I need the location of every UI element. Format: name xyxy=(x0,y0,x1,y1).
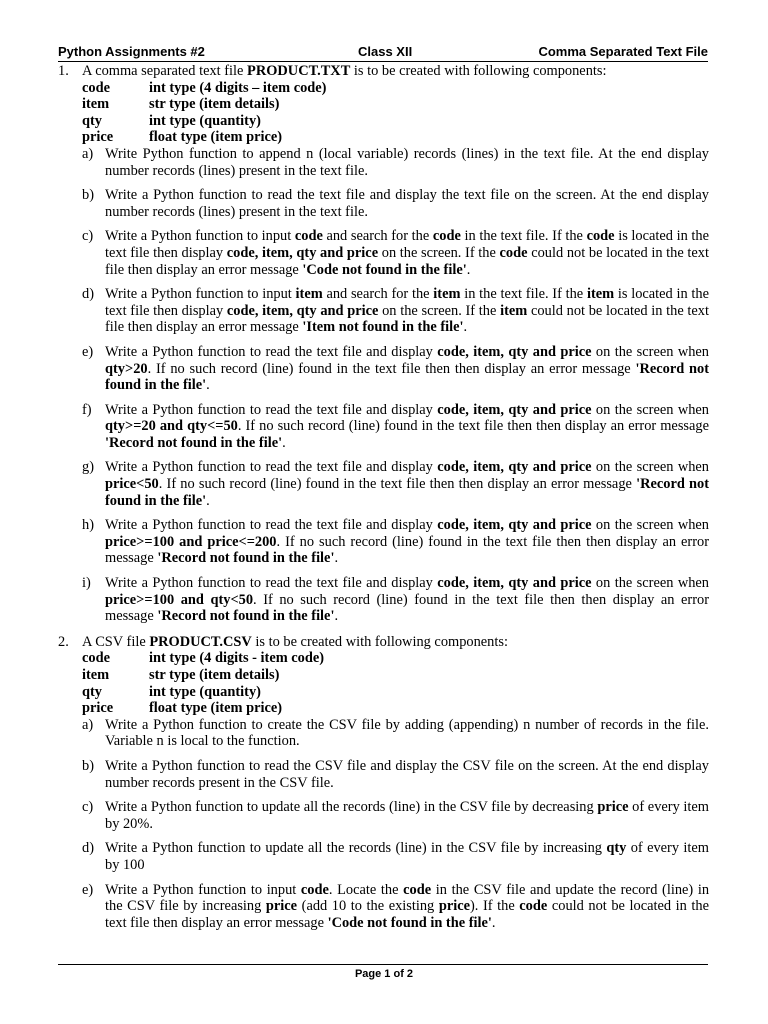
emphasis-text: code, item, qty and price xyxy=(437,343,592,360)
body-text: (add 10 to the existing xyxy=(297,898,439,915)
field-row xyxy=(82,113,709,130)
field-type: str type (item details) xyxy=(149,96,280,113)
field-type: int type (4 digits – item code) xyxy=(149,79,327,96)
field-name: item xyxy=(82,667,110,683)
emphasis-text: code, item, qty and price xyxy=(437,517,592,534)
emphasis-text: 'Code not found in the file' xyxy=(302,261,467,278)
emphasis-text: 'Code not found in the file' xyxy=(327,914,492,931)
field-row xyxy=(82,80,709,97)
body-text: Write a Python function to input xyxy=(105,881,301,898)
body-text: and search for the xyxy=(322,286,434,303)
emphasis-text: qty>20 xyxy=(105,360,148,377)
field-type: int type (quantity) xyxy=(149,112,261,129)
body-text: on the screen. If the xyxy=(378,244,500,261)
field-type: int type (quantity) xyxy=(149,683,261,700)
body-text: ). If the xyxy=(470,898,520,915)
emphasis-text: 'Record not found in the file' xyxy=(157,550,335,567)
question-number: 2. xyxy=(58,633,69,650)
sub-question-label: d) xyxy=(82,286,94,303)
sub-question-list xyxy=(82,146,709,625)
question-number: 1. xyxy=(58,63,69,79)
body-text: Write a Python function to read the text file and display the text file on the screen. At the end display number records (lines) present in the text file. xyxy=(105,187,709,220)
emphasis-text: item xyxy=(433,286,461,303)
section-gap xyxy=(58,625,709,634)
sub-question-label: f) xyxy=(82,401,92,418)
body-text: Write a Python function to read the text file and display xyxy=(105,343,438,360)
field-type: int type (4 digits - item code) xyxy=(149,650,325,667)
sub-question-label: b) xyxy=(82,757,94,774)
emphasis-text: price>=100 and qty<50 xyxy=(105,591,254,608)
field-type: float type (item price) xyxy=(149,700,283,717)
body-text: . If no such record (line) found in the text file then then display an error message xyxy=(237,418,709,435)
body-text: . xyxy=(334,550,339,567)
emphasis-text: code xyxy=(294,228,323,245)
sub-question xyxy=(82,840,709,873)
body-text: . xyxy=(282,434,286,451)
body-text: could not be located in the text file then display an error message xyxy=(105,898,709,931)
sub-question-label: c) xyxy=(82,228,94,245)
body-text: and search for the xyxy=(322,228,433,245)
body-text: on the screen when xyxy=(591,517,709,534)
body-text: Write a Python function to create the CSV file by adding (appending) n number of records in the file. Variable n is local to the function. xyxy=(105,716,709,750)
body-text: Write a Python function to read the text file and display xyxy=(105,517,438,534)
page-number: Page 1 of 2 xyxy=(354,968,414,980)
sub-question-label: e) xyxy=(82,881,94,898)
body-text: . xyxy=(491,914,496,931)
sub-question-label: a) xyxy=(82,716,94,733)
sub-question xyxy=(82,286,709,336)
field-row xyxy=(82,684,709,701)
emphasis-text: code, item, qty and price xyxy=(226,244,379,261)
emphasis-text: price xyxy=(265,898,298,915)
field-name: price xyxy=(82,700,114,717)
sub-question-label: g) xyxy=(82,459,94,476)
body-text: . If no such record (line) found in the text file then then display an error message xyxy=(158,476,637,493)
sub-question xyxy=(82,228,709,278)
body-text: could not be located in the text file then display an error message xyxy=(105,302,710,336)
body-text: on the screen when xyxy=(591,401,709,418)
sub-question-label: b) xyxy=(82,187,94,204)
field-name: item xyxy=(82,96,110,113)
body-text: on the screen when xyxy=(591,575,709,592)
body-text: . xyxy=(206,492,210,509)
footer-rule xyxy=(58,964,708,965)
body-text: Write a Python function to read the CSV file and display the CSV file on the screen. At the end display number records present in the CSV file. xyxy=(105,757,709,791)
field-type: float type (item price) xyxy=(149,129,283,146)
assignment-body xyxy=(58,63,709,931)
body-text: in the text file. If the xyxy=(460,286,587,303)
sub-question-label: e) xyxy=(82,343,94,360)
emphasis-text: code xyxy=(519,898,548,915)
emphasis-text: price xyxy=(438,898,471,915)
header-class: Class XII xyxy=(358,44,413,59)
body-text: Write a Python function to input xyxy=(105,286,296,303)
field-name: code xyxy=(82,79,110,96)
field-row xyxy=(82,650,709,667)
emphasis-text: qty xyxy=(606,840,627,857)
field-row xyxy=(82,667,709,684)
body-text: Write a Python function to read the text file and display xyxy=(105,401,438,418)
body-text: on the screen when xyxy=(591,343,709,360)
emphasis-text: code xyxy=(432,228,461,245)
sub-question xyxy=(82,344,709,394)
body-text: . xyxy=(206,377,210,394)
sub-question xyxy=(82,517,709,567)
emphasis-text: price xyxy=(597,799,629,816)
body-text: . If no such record (line) found in the text file then then display an error message xyxy=(105,591,709,625)
field-name: qty xyxy=(82,112,102,129)
emphasis-text: 'Record not found in the file' xyxy=(105,360,710,394)
sub-question xyxy=(82,758,709,791)
body-text: on the screen when xyxy=(591,459,709,476)
sub-question xyxy=(82,459,709,509)
question-2 xyxy=(58,634,709,932)
emphasis-text: 'Record not found in the file' xyxy=(157,608,335,625)
field-type: str type (item details) xyxy=(149,667,280,683)
emphasis-text: item xyxy=(500,302,528,319)
question-intro: A CSV file PRODUCT.CSV is to be created with following components: xyxy=(82,633,508,650)
emphasis-text: item xyxy=(295,286,323,303)
question-intro: A comma separated text file PRODUCT.TXT is to be created with following components: xyxy=(82,63,607,79)
page-header xyxy=(58,44,708,62)
body-text: Write a Python function to update all the records (line) in the CSV file by increasing xyxy=(105,840,607,857)
field-row xyxy=(82,700,709,717)
sub-question-label: a) xyxy=(82,145,94,162)
body-text: . xyxy=(463,319,468,336)
body-text: Write a Python function to read the text file and display xyxy=(105,459,438,476)
emphasis-text: code, item, qty and price xyxy=(226,302,379,319)
sub-question xyxy=(82,882,709,932)
field-name: qty xyxy=(82,683,102,700)
sub-question-label: h) xyxy=(82,517,94,534)
emphasis-text: 'Record not found in the file' xyxy=(105,434,283,451)
field-row xyxy=(82,129,709,146)
body-text: is located in the text file then display xyxy=(105,286,710,319)
header-title: Python Assignments #2 xyxy=(58,44,205,59)
body-text: Write Python function to append n (local variable) records (lines) in the text file. At the end display number records (lines) present in the text file. xyxy=(105,145,709,179)
field-list xyxy=(82,80,709,146)
body-text: of every item by 100 xyxy=(105,840,709,873)
sub-question xyxy=(82,146,709,179)
emphasis-text: code xyxy=(403,881,432,898)
body-text: . If no such record (line) found in the text file then then display an error message xyxy=(105,533,709,567)
sub-question-list xyxy=(82,717,709,932)
emphasis-text: code, item, qty and price xyxy=(437,459,592,476)
emphasis-text: 'Item not found in the file' xyxy=(302,319,464,336)
emphasis-text: code xyxy=(499,244,528,261)
body-text: Write a Python function to input xyxy=(105,228,295,245)
emphasis-text: code, item, qty and price xyxy=(437,401,592,418)
sub-question-label: i) xyxy=(82,575,91,592)
body-text: . Locate the xyxy=(328,881,404,898)
sub-question xyxy=(82,799,709,832)
file-name: PRODUCT.CSV xyxy=(149,633,252,650)
emphasis-text: code xyxy=(300,881,329,898)
body-text: Write a Python function to update all the records (line) in the CSV file by decreasing xyxy=(105,799,598,816)
sub-question-label: c) xyxy=(82,799,94,816)
header-topic: Comma Separated Text File xyxy=(538,44,708,59)
body-text: . xyxy=(334,608,339,625)
header-rule xyxy=(58,61,708,62)
body-text: is located in the text file then display xyxy=(105,228,709,261)
field-name: price xyxy=(82,129,114,146)
body-text: in the CSV file and update the record (line) in the CSV file by increasing xyxy=(105,881,710,915)
body-text: of every item by 20%. xyxy=(105,799,709,832)
sub-question xyxy=(82,717,709,750)
body-text: in the text file. If the xyxy=(460,228,587,245)
field-name: code xyxy=(82,650,110,667)
emphasis-text: 'Record not found in the file' xyxy=(105,476,709,509)
sub-question xyxy=(82,402,709,452)
emphasis-text: code, item, qty and price xyxy=(437,575,592,592)
body-text: . xyxy=(466,261,471,278)
field-list xyxy=(82,650,709,716)
sub-question xyxy=(82,187,709,220)
emphasis-text: item xyxy=(586,286,615,303)
field-row xyxy=(82,96,709,113)
file-name: PRODUCT.TXT xyxy=(247,63,351,79)
sub-question-label: d) xyxy=(82,840,94,857)
emphasis-text: code xyxy=(586,228,615,245)
emphasis-text: price>=100 and price<=200 xyxy=(105,533,277,550)
question-1 xyxy=(58,63,709,625)
body-text: could not be located in the text file then display an error message xyxy=(105,244,709,278)
body-text: Write a Python function to read the text file and display xyxy=(105,575,438,592)
sub-question xyxy=(82,575,709,625)
body-text: on the screen. If the xyxy=(378,302,501,319)
body-text: . If no such record (line) found in the text file then then display an error message xyxy=(147,360,636,377)
emphasis-text: qty>=20 and qty<=50 xyxy=(105,418,238,435)
emphasis-text: price<50 xyxy=(105,476,159,493)
